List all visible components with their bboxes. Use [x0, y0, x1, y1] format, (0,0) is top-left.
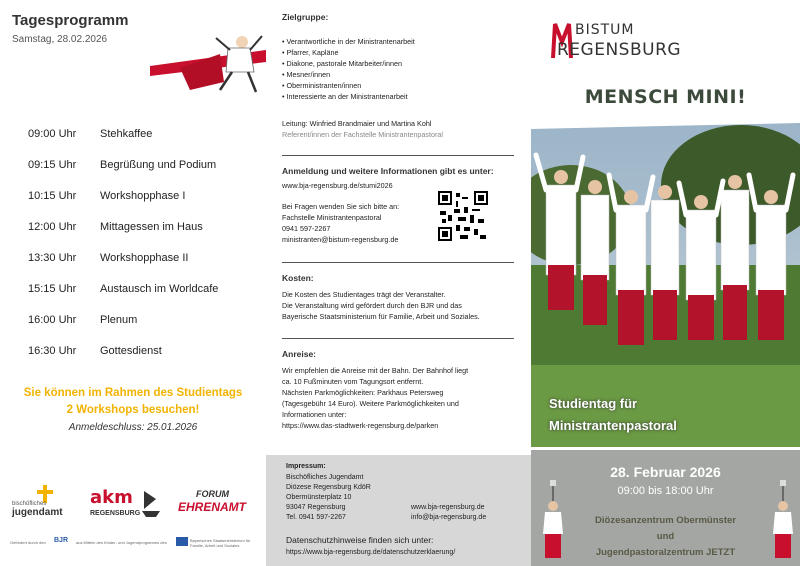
event-location-line: und	[656, 531, 675, 542]
divider	[282, 338, 514, 339]
event-title	[549, 393, 677, 437]
schedule-time: 16:00 Uhr	[28, 313, 77, 326]
jugendamt-logo-text: jugendamt	[12, 507, 63, 518]
motto: MENSCH MINI!	[584, 86, 747, 108]
schedule-time: 13:30 Uhr	[28, 251, 77, 264]
event-location-line: Jugendpastoralzentrum JETZT	[595, 547, 736, 558]
impressum-line: Diözese Regensburg KdöR	[286, 484, 371, 491]
workshop-note	[0, 385, 266, 419]
schedule-row	[28, 149, 258, 180]
leadership: Leitung: Winfried Brandmaier und Martina Kohl	[282, 119, 432, 128]
target-group-section	[282, 12, 520, 140]
travel-section	[282, 349, 520, 431]
target-item: • Oberministranten/innen	[282, 80, 520, 91]
schedule-row	[28, 304, 258, 335]
divider	[282, 262, 514, 263]
leadership-sub: Referent/innen der Fachstelle Ministrantenpastoral	[282, 130, 444, 139]
registration-url[interactable]: www.bja-regensburg.de/stumi2026	[282, 181, 393, 190]
registration-deadline: Anmeldeschluss: 25.01.2026	[68, 422, 198, 433]
bistum-regensburg-logo	[551, 16, 716, 68]
registration-heading: Anmeldung und weitere Informationen gibt es unter:	[282, 166, 494, 176]
registration-question: Bei Fragen wenden Sie sich bitte an:	[282, 202, 400, 211]
ehrenamt-logo-text: EHRENAMT	[178, 500, 246, 514]
bjr-logo: BJR	[54, 537, 69, 544]
sponsor-bar	[10, 537, 260, 551]
impressum-line: Obermünsterplatz 10	[286, 494, 352, 501]
privacy-note: Datenschutzhinweise finden sich unter:	[286, 535, 434, 545]
schedule-item: Workshopphase I	[100, 189, 186, 202]
travel-line: Nächsten Parkmöglichkeiten: Parkhaus Petersweg	[282, 388, 444, 397]
costs-heading: Kosten:	[282, 273, 314, 283]
schedule-time: 15:15 Uhr	[28, 282, 77, 295]
target-item: • Diakone, pastorale Mitarbeiter/innen	[282, 58, 520, 69]
target-heading: Zielgruppe:	[282, 12, 329, 22]
privacy-url[interactable]: https://www.bja-regensburg.de/datenschutzerklaerung/	[286, 549, 456, 556]
event-title-line: Studientag für	[549, 396, 638, 411]
registration-phone: 0941 597-2267	[282, 224, 331, 233]
costs-line: Die Kosten des Studientages trägt der Veranstalter.	[282, 290, 446, 299]
schedule-row	[28, 211, 258, 242]
travel-heading: Anreise:	[282, 349, 317, 359]
schedule-time: 12:00 Uhr	[28, 220, 77, 233]
jugendamt-logo	[10, 485, 80, 523]
schedule-row	[28, 118, 258, 149]
travel-line: Wir empfehlen die Anreise mit der Bahn. Der Bahnhof liegt	[282, 366, 469, 375]
akm-logo-subtext: REGENSBURG	[90, 510, 141, 517]
event-time: 09:00 bis 18:00 Uhr	[617, 485, 714, 497]
ship-icon	[142, 489, 160, 517]
schedule-item: Begrüßung und Podium	[100, 158, 217, 171]
schedule-item: Gottesdienst	[100, 344, 162, 357]
event-location	[531, 513, 800, 561]
event-title-line: Ministrantenpastoral	[549, 418, 677, 433]
workshop-note-line: Sie können im Rahmen des Studientags	[23, 387, 243, 399]
schedule-time: 09:15 Uhr	[28, 158, 77, 171]
travel-line: (Tagesgebühr 14 Euro). Weitere Parkmöglichkeiten und	[282, 399, 459, 408]
cover-panel	[531, 0, 800, 566]
schedule-item: Mittagessen im Haus	[100, 220, 203, 233]
info-panel	[266, 0, 531, 566]
akm-logo	[90, 487, 162, 523]
schedule-row	[28, 273, 258, 304]
event-info-box	[531, 450, 800, 566]
divider	[282, 155, 514, 156]
costs-line: Bayerische Staatsministerium für Familie, Arbeit und Soziales.	[282, 312, 480, 321]
schedule-row	[28, 180, 258, 211]
target-item: • Verantwortliche in der Ministrantenarbeit	[282, 36, 520, 47]
event-location-line: Diözesanzentrum Obermünster	[595, 515, 736, 526]
registration-email[interactable]: ministranten@bistum-regensburg.de	[282, 235, 399, 244]
program-date: Samstag, 28.02.2026	[12, 34, 108, 45]
impressum-heading: Impressum:	[286, 463, 326, 470]
sponsor-text: Bayerisches Staatsministerium für Familie, Arbeit und Soziales	[190, 538, 251, 548]
target-item: • Interessierte an der Ministrantenarbeit	[282, 91, 520, 102]
logo-text-top: BISTUM	[575, 22, 635, 38]
program-panel	[0, 0, 266, 566]
schedule-item: Plenum	[100, 313, 138, 326]
impressum-mail[interactable]: info@bja-regensburg.de	[411, 514, 487, 521]
forum-logo-text: FORUM	[196, 489, 229, 499]
jugendamt-logo-text: bischöfliches	[12, 501, 47, 507]
impressum-box	[266, 455, 531, 566]
travel-line: Informationen unter:	[282, 410, 347, 419]
impressum-address	[286, 473, 371, 523]
schedule-time: 16:30 Uhr	[28, 344, 77, 357]
sponsor-text: aus Mitteln des Kinder- und Jugendprogramms des	[76, 540, 167, 545]
qr-code-icon	[438, 191, 488, 241]
bavaria-crest-icon	[176, 537, 188, 546]
partner-logos	[10, 485, 260, 525]
logo-text-bottom: REGENSBURG	[557, 40, 682, 60]
schedule-row	[28, 242, 258, 273]
schedule-item: Austausch im Worldcafe	[100, 282, 219, 295]
event-date: 28. Februar 2026	[610, 464, 721, 480]
forum-ehrenamt-logo	[178, 489, 258, 523]
schedule-time: 09:00 Uhr	[28, 127, 77, 140]
impressum-line: Tel. 0941 597-2267	[286, 514, 346, 521]
jumping-altar-server-illustration	[150, 28, 266, 100]
schedule-item: Stehkaffee	[100, 127, 153, 140]
schedule-row	[28, 335, 258, 366]
travel-line: ca. 10 Fußminuten vom Tagungsort entfernt.	[282, 377, 424, 386]
costs-section	[282, 273, 520, 322]
workshop-note-line: 2 Workshops besuchen!	[66, 404, 200, 416]
target-item: • Mesner/innen	[282, 69, 520, 80]
costs-line: Die Veranstaltung wird gefördert durch den BJR und das	[282, 301, 462, 310]
target-item: • Pfarrer, Kapläne	[282, 47, 520, 58]
impressum-web[interactable]: www.bja-regensburg.de	[411, 504, 485, 511]
program-title: Tagesprogramm	[12, 12, 129, 29]
parking-url[interactable]: https://www.das-stadtwerk-regensburg.de/parken	[282, 421, 439, 430]
registration-office: Fachstelle Ministrantenpastoral	[282, 213, 382, 222]
target-list	[282, 36, 520, 102]
schedule-time: 10:15 Uhr	[28, 189, 77, 202]
schedule-item: Workshopphase II	[100, 251, 189, 264]
schedule-list	[28, 118, 258, 366]
impressum-line: 93047 Regensburg	[286, 504, 346, 511]
sponsor-text: Gefördert durch den	[10, 540, 46, 545]
impressum-line: Bischöfliches Jugendamt	[286, 474, 364, 481]
akm-logo-text: akm	[90, 487, 133, 508]
impressum-contact	[411, 503, 486, 523]
